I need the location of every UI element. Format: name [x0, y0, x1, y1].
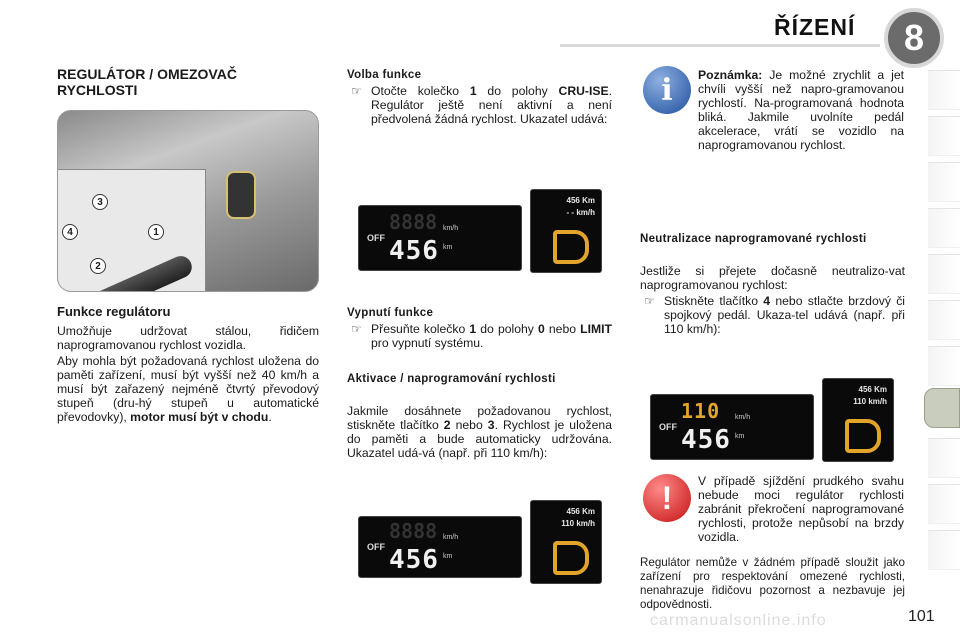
side-tab[interactable]	[928, 70, 960, 110]
callout-4: 4	[62, 224, 78, 240]
paragraph-neutralizace: Jestliže si přejete dočasně neutralizo-vat naprogramovanou rychlost:	[640, 264, 905, 292]
section-title: REGULÁTOR / OMEZOVAČ RYCHLOSTI	[57, 66, 237, 98]
instruction-volba: ☞ Otočte kolečko 1 do polohy CRU-ISE. Regulátor ještě není aktivní a není předvolená žádná rychlost. Ukazatel udává:	[351, 84, 612, 126]
dashboard-display-off: OFF 8888 456 km/h km	[358, 205, 522, 271]
callout-3: 3	[92, 194, 108, 210]
dashboard-display-neutral: OFF 110 456 km/h km	[650, 394, 814, 460]
dashboard-display-active: OFF 8888 456 km/h km	[358, 516, 522, 578]
side-tab[interactable]	[928, 346, 960, 386]
paragraph: Aby mohla být požadovaná rychlost uložena do paměti zařízení, musí být vyšší než 40 km/h a musí být zařazený nejméně čtvrtý převodový stupeň (dru-hý stupeň u automatické převodovky), motor musí být v chodu.	[57, 354, 319, 424]
side-tab[interactable]	[928, 116, 960, 156]
gear-d-indicator	[553, 541, 589, 575]
note-first-lines: Poznámka: Je možné zrychlit a jet chvíli vyšší než napro-gramovanou rychlostí. Na-programovaná hodnota bliká. Jakmile uvolníte pedál akcelerace, vrátí se vozidlo na naprogramovanou rychlost.	[698, 68, 904, 152]
warning-icon: !	[643, 474, 691, 522]
stalk-closeup-inset	[58, 169, 206, 292]
chapter-number-badge: 8	[884, 8, 944, 68]
callout-1: 1	[148, 224, 164, 240]
display-set-speed: 110	[681, 399, 721, 423]
paragraph-aktivace: Jakmile dosáhnete požadovanou rychlost, stiskněte tlačítko 2 nebo 3. Rychlost je uložena do paměti a bude automaticky udržována. Ukazatel udá-vá (např. při 110 km/h):	[347, 404, 612, 460]
subsection-title: Funkce regulátoru	[57, 304, 171, 319]
side-tab[interactable]	[928, 208, 960, 248]
side-tab[interactable]	[928, 162, 960, 202]
section-heading-vypnuti: Vypnutí funkce	[347, 307, 434, 319]
display-segments: 8888 456	[389, 210, 439, 266]
warning-text: V případě sjíždění prudkého svahu nebude moci regulátor rychlosti zabránit překročení naprogramované rychlosti, protože nepůsobí na brzdy vozidla.	[698, 474, 904, 544]
side-tab[interactable]	[928, 484, 960, 524]
side-tab-strip	[928, 70, 960, 600]
side-tab[interactable]	[928, 438, 960, 478]
section-heading-volba: Volba funkce	[347, 69, 422, 81]
section-heading-neutralizace: Neutralizace naprogramované rychlosti	[640, 233, 867, 245]
gear-d-indicator	[553, 230, 589, 264]
watermark: carmanualsonline.info	[650, 612, 827, 629]
info-icon: i	[643, 66, 691, 114]
display-off-label: OFF	[367, 233, 385, 243]
side-tab[interactable]	[928, 254, 960, 294]
display-speed: 456	[389, 236, 439, 266]
gear-d-indicator	[845, 419, 881, 453]
dashboard-display-small: 456 Km - - km/h	[530, 189, 602, 273]
final-warning: Regulátor nemůže v žádném případě sloužit jako zařízení pro respektování omezené rychlosti, nenahrazuje řidičovu pozornost a nezbavuje jej odpovědnosti.	[640, 556, 905, 611]
side-tab-active[interactable]	[924, 388, 960, 428]
callout-2: 2	[90, 258, 106, 274]
instruction-vypnuti: ☞ Přesuňte kolečko 1 do polohy 0 nebo LIMIT pro vypnutí systému.	[351, 322, 612, 350]
steering-lever-photo	[226, 171, 256, 219]
cruise-control-stalk-photo	[57, 110, 319, 292]
section-heading-aktivace: Aktivace / naprogramování rychlosti	[347, 373, 556, 385]
side-tab[interactable]	[928, 300, 960, 340]
instruction-neutralizace: ☞ Stiskněte tlačítko 4 nebo stlačte brzdový či spojkový pedál. Ukaza-tel udává (např. při 110 km/h):	[644, 294, 905, 336]
header-line	[560, 44, 880, 47]
side-tab[interactable]	[928, 530, 960, 570]
paragraph: Umožňuje udržovat stálou, řidičem naprogramovanou rychlost vozidla.	[57, 324, 319, 352]
chapter-title: ŘÍZENÍ	[774, 14, 856, 40]
page-number: 101	[908, 608, 935, 625]
dashboard-display-small-active: 456 Km 110 km/h	[530, 500, 602, 584]
dashboard-display-small-neutral: 456 Km 110 km/h	[822, 378, 894, 462]
